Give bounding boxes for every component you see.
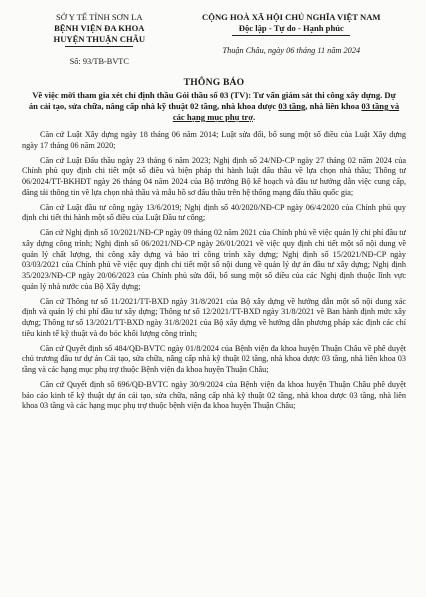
notice-subject (28, 90, 400, 123)
legal-basis-paragraph: Căn cứ Luật Đấu thầu ngày 23 tháng 6 năm 2023; Nghị định số 24/NĐ-CP ngày 27 tháng 02 năm 2024 của Chính phủ quy định chi tiết một số điều và biện pháp thi hành luật đấu thầu về lựa chọn nhà thầu; Thông tư 06/2024/TT-BKHĐT ngày 26 tháng 04 năm 2024 của Bộ trưởng Bộ kế hoạch và đầu tư hướng dẫn việc cung cấp, đăng tải thông tin về lựa chọn nhà thầu và mẫu hồ sơ đấu thầu trên hệ thống mạng đấu thầu quốc gia; (22, 155, 406, 197)
hospital-name-line-1: BỆNH VIỆN ĐA KHOA (54, 23, 145, 33)
subject-text: Về việc mời tham gia xét chỉ định thầu Gói thầu số 03 (TV): Tư vấn giám sát thi công xây dựng. Dự án cải tạo, sửa chữa, nâng cấp nhà kỹ thuật 02 tầng, nhà khoa dược (28, 90, 396, 111)
document-header (22, 12, 406, 67)
issuing-agency-block (22, 12, 177, 67)
notice-title: THÔNG BÁO (183, 77, 245, 88)
document-number: Số: 93/TB-BVTC (69, 57, 129, 66)
legal-basis-paragraph: Căn cứ Luật đầu tư công ngày 13/6/2019; Nghị định số 40/2020/NĐ-CP ngày 06/4/2020 của Chính phủ quy định chi tiết thi hành một số điều của Luật Đầu tư công; (22, 202, 406, 223)
motto-underline (232, 35, 350, 36)
national-motto: Độc lập - Tự do - Hạnh phúc (238, 23, 344, 33)
subject-underlined-text: 03 tầng và các hạng mục phụ trợ (172, 101, 400, 122)
legal-basis-paragraph: Căn cứ Quyết định số 696/QĐ-BVTC ngày 30/9/2024 của Bệnh viện đa khoa huyện Thuận Châu phê duyệt báo cáo kinh tế kỹ thuật dự án cải tạo, sửa chữa, nâng cấp nhà kỹ thuật 02 tầng, nhà khoa dược 03 tầng, nhà liên khoa 03 tầng và các hạng mục phụ trợ thuộc bệnh viện đa khoa huyện Thuận Châu; (22, 379, 406, 411)
national-header-block (177, 12, 406, 67)
issue-date: Thuận Châu, ngày 06 tháng 11 năm 2024 (222, 46, 361, 55)
agency-underline (65, 46, 133, 47)
document-body (22, 130, 406, 412)
country-name: CỘNG HOÀ XÃ HỘI CHỦ NGHĨA VIỆT NAM (202, 12, 381, 22)
legal-basis-paragraph: Căn cứ Quyết định số 484/QĐ-BVTC ngày 01/8/2024 của Bệnh viện đa khoa huyện Thuận Châu về phê duyệt chủ trương đầu tư dự án Cải tạo, sửa chữa, nâng cấp nhà kỹ thuật 02 tầng, nhà khoa dược 03 tầng, nhà liên khoa 03 tầng và các hạng mục phụ trợ thuộc Bệnh viện đa khoa huyện Thuận Châu; (22, 343, 406, 374)
subject-text: . (253, 112, 256, 122)
legal-basis-paragraph: Căn cứ Nghị định số 10/2021/NĐ-CP ngày 09 tháng 02 năm 2021 của Chính phủ về việc quản lý chi phí đầu tư xây dựng công trình; Nghị định số 06/2021/NĐ-CP ngày 26/01/2021 về việc quy định chi tiết một số nội dung về quản lý chất lượng, thi công xây dựng và bảo trì công trình xây dựng; Nghị định số 15/2021/NĐ-CP ngày 03/03/2021 của Chính phủ về việc quy định chi tiết một số nội dung về quản lý dự án đầu tư xây dựng; Nghị định 35/2023/NĐ-CP ngày 20/06/2023 của Chính phủ sửa đổi, bổ sung một số điều của các Nghị định thuộc lĩnh vực quản lý nhà nước của Bộ Xây dựng; (22, 228, 406, 291)
legal-basis-paragraph: Căn cứ Luật Xây dựng ngày 18 tháng 06 năm 2014; Luật sửa đổi, bổ sung một số điều của Luật Xây dựng ngày 17 tháng 06 năm 2020; (22, 130, 406, 150)
ministry-name: SỞ Y TẾ TỈNH SƠN LA (55, 12, 143, 22)
hospital-name-line-2: HUYỆN THUẬN CHÂU (53, 34, 146, 44)
subject-underlined-text: 03 tầng (278, 101, 306, 111)
subject-text: , nhà liên khoa (305, 101, 362, 111)
legal-basis-paragraph: Căn cứ Thông tư số 11/2021/TT-BXD ngày 31/8/2021 của Bộ xây dựng về hướng dẫn một số nội dung xác định và quản lý chi phí đầu tư xây dựng; Thông tư số 12/2021/TT-BXD ngày 31/8/2021 về Ban hành định mức xây dựng; Thông tư số 13/2021/TT-BXD ngày 31/8/2021 của Bộ xây dựng về hướng dẫn phương pháp xác định các chỉ tiêu kinh tế kỹ thuật và đo bóc khối lượng công trình; (22, 296, 406, 338)
